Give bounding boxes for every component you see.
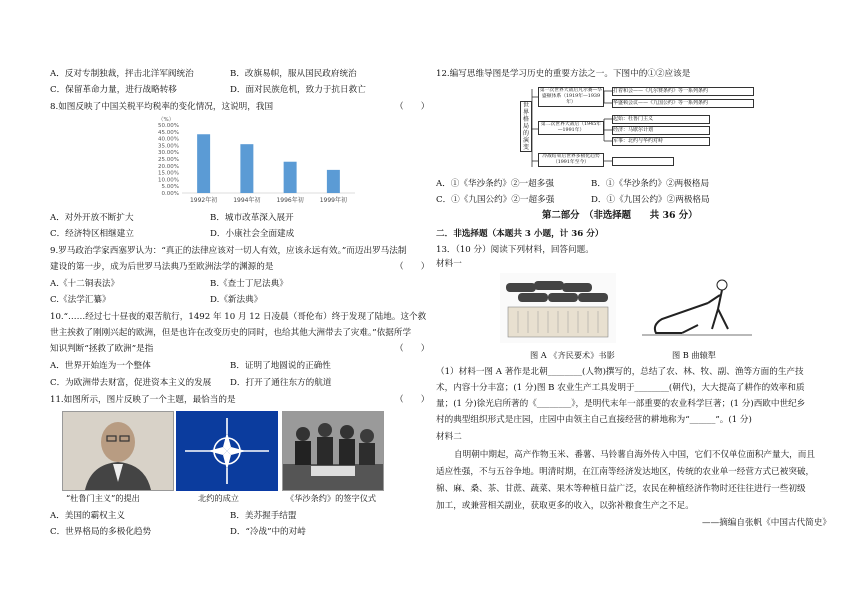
q12-option-d[interactable]: D．①《九国公约》②两极格局 (591, 195, 710, 205)
q10-option-b[interactable]: B．证明了地圆说的正确性 (230, 361, 331, 371)
mind-map-branch-2: 第二次世界大战后（1945年—1991年） (538, 121, 604, 135)
mind-map-item-2-1: 起始：杜鲁门主义 (612, 115, 710, 124)
mind-map-item-2-3: 军事：北约与华约对峙 (612, 137, 710, 146)
q9-stem-line1: 9.罗马政治学家西塞罗认为：“真正的法律应该对一切人有效，应该永远有效。”而迈出罗马法制 (50, 246, 407, 256)
chart-bar (327, 170, 340, 193)
q7-option-a[interactable]: A．反对专制独裁，抨击北洋军阀统治 (50, 69, 194, 79)
mind-map-item-1-2: 华盛顿会议——《九国公约》等一系列条约 (612, 99, 754, 108)
q9-option-a[interactable]: A.《十二铜表法》 (50, 279, 120, 289)
signing-ceremony-icon (283, 412, 383, 490)
caption-image-a: 图 A 《齐民要术》书影 (530, 350, 615, 360)
mind-map-item-2-2: 经济：马歇尔计划 (612, 126, 710, 135)
chart-y-tick-label: 5.00% (161, 184, 179, 191)
mind-map (516, 83, 756, 173)
qimin-yaoshu-image (500, 273, 616, 343)
q8-option-a[interactable]: A．对外开放不断扩大 (50, 213, 134, 223)
q10-stem-line1: 10.“……经过七十昼夜的艰苦航行，1492 年 10 月 12 日凌晨（哥伦布）终于发现了陆地。这个救 (50, 312, 427, 322)
q13-part1-line4: 村的典型组织形式是庄园，庄园中由领主自己直接经营的耕地称为“______”。(1 分) (436, 415, 752, 425)
q8-option-c[interactable]: C．经济特区相继建立 (50, 229, 134, 239)
truman-photo (62, 411, 174, 491)
chart-y-tick-label: 20.00% (158, 163, 179, 170)
truman-portrait-icon (63, 412, 173, 490)
q11-caption-2: 北约的成立 (198, 493, 239, 503)
q8-option-b[interactable]: B．城市改革深入展开 (210, 213, 294, 223)
section2-heading: 二．非选择题（本题共 3 小题，计 36 分） (436, 229, 604, 239)
q13-stem: 13．（10 分）阅读下列材料，回答问题。 (436, 245, 594, 255)
q9-option-d[interactable]: D.《新法典》 (210, 295, 263, 305)
material2-source: ——摘编自张帆《中国古代简史》 (702, 518, 831, 528)
mind-map-item-3-1 (612, 157, 674, 166)
chart-bars (197, 134, 340, 193)
mind-map-branch-1: 第一次世界大战后凡尔赛—华盛顿体系（1919年—1939年） (539, 88, 603, 105)
chart-bar (197, 134, 210, 193)
chart-y-tick-label: 40.00% (158, 136, 179, 143)
q9-option-c[interactable]: C.《法学汇纂》 (50, 295, 111, 305)
q11-caption-1: “杜鲁门主义”的提出 (66, 493, 140, 503)
q10-answer-paren: （ ） (395, 344, 430, 354)
q10-stem-line2: 世主挨救了刚刚兴起的欧洲，但是也许在改变历史的同时，也给其他大洲带去了灾难。”依据所学 (50, 328, 412, 338)
mind-map-root: 世界格局的演变 (520, 101, 532, 152)
q7-option-c[interactable]: C．保留革命力量，进行战略转移 (50, 85, 177, 95)
nato-compass-icon (177, 412, 277, 490)
q11-option-b[interactable]: B．美苏握手结盟 (230, 511, 297, 521)
chart-x-tick-label: 1999年初 (319, 197, 348, 204)
warsaw-pact-photo (282, 411, 384, 491)
chart-y-tick-label: 25.00% (158, 157, 179, 163)
chart-x-tick-label: 1996年初 (276, 197, 304, 204)
chart-bar (284, 162, 297, 193)
q10-option-d[interactable]: D．打开了通往东方的航道 (230, 378, 332, 388)
chart-y-tick-label: 45.00% (158, 129, 179, 136)
plough-farmer-icon (642, 273, 752, 343)
chart-y-tick-label: 35.00% (158, 143, 179, 150)
chart-y-unit-label: （%） (158, 117, 175, 123)
chart-bar (240, 144, 253, 193)
q9-stem-line2: 建设的第一步，成为后世罗马法典乃至欧洲法学的渊源的是 (50, 262, 274, 272)
chart-x-tick-label: 1992年初 (189, 197, 218, 204)
tariff-bar-chart (140, 113, 360, 211)
q8-answer-paren: （ ） (395, 102, 430, 112)
q8-stem: 8.如图反映了中国关税平均税率的变化情况，这说明，我国 (50, 102, 274, 112)
mind-map-item-1-1: 打着和会——《凡尔赛条约》等一系列条约 (612, 87, 754, 96)
q11-stem: 11.如图所示，图片反映了一个主题，最恰当的是 (50, 395, 236, 405)
q12-option-c[interactable]: C．①《九国公约》②一超多强 (436, 195, 555, 205)
q8-option-d[interactable]: D．小康社会全面建成 (210, 229, 295, 239)
nato-flag (176, 411, 278, 491)
chart-y-tick-label: 0.00% (161, 191, 179, 197)
q13-part1-line1: （1）材料一图 A 著作是北朝________(人物)撰写的，总结了农、林、牧、副、渔等方面的生产技 (436, 367, 804, 377)
chart-y-tick-label: 10.00% (158, 177, 179, 184)
material2-label: 材料二 (436, 432, 462, 442)
material2-line4: 加工，或兼营相关副业，获取更多的收入，以弥补粮食生产之不足。 (436, 501, 694, 511)
material2-line1: 自明朝中期起，高产作物玉米、番薯、马铃薯自海外传入中国，它们不仅单位面积产量大，而且 (454, 450, 815, 460)
q11-answer-paren: （ ） (395, 395, 430, 405)
mind-map-branch-3: 冷战结束后世界多极化趋势（1991年至今） (538, 153, 604, 167)
q9-answer-paren: （ ） (395, 262, 430, 272)
q9-option-b[interactable]: B.《查士丁尼法典》 (210, 279, 288, 289)
chart-x-labels (190, 196, 347, 204)
q7-option-b[interactable]: B．改旗易帜，服从国民政府统治 (230, 69, 357, 79)
q10-stem-line3: 知识判断“拯救了欧洲”是指 (50, 344, 154, 354)
q11-option-d[interactable]: D．“冷战”中的对峙 (230, 527, 306, 537)
chart-x-tick-label: 1994年初 (233, 197, 261, 204)
curved-plough-image (642, 273, 752, 343)
q11-caption-3: 《华沙条约》的签字仪式 (286, 493, 377, 503)
caption-image-b: 图 B 曲辕犁 (672, 350, 716, 360)
q7-option-d[interactable]: D．面对民族危机，致力于抗日救亡 (230, 85, 366, 95)
q10-option-c[interactable]: C．为欧洲带去财富，促进资本主义的发展 (50, 378, 212, 388)
q13-part1-line2: 术，内容十分丰富；(1 分)图 B 农业生产工具发明于________(朝代)，大大提高了耕作的效率和质 (436, 383, 805, 393)
book-scroll-icon (500, 273, 616, 343)
q12-option-b[interactable]: B．①《华沙条约》②两极格局 (591, 179, 710, 189)
q10-option-a[interactable]: A．世界开始连为一个整体 (50, 361, 151, 371)
chart-y-tick-label: 50.00% (158, 123, 179, 129)
chart-axis (158, 116, 355, 197)
chart-y-tick-label: 30.00% (158, 150, 179, 157)
q11-option-c[interactable]: C．世界格局的多极化趋势 (50, 527, 152, 537)
q13-part1-line3: 量；(1 分)徐光启所著的《________》，是明代末年一部重要的农业科学巨著；(1 分)西欧中世纪乡 (436, 399, 806, 409)
chart-y-tick-label: 15.00% (158, 170, 179, 177)
material2-line2: 适应性强，不与五谷争地。明清时期，在江南等经济发达地区，传统的农业单一经营方式已被突破， (436, 467, 815, 477)
q12-option-a[interactable]: A．①《华沙条约》②一超多强 (436, 179, 554, 189)
q11-option-a[interactable]: A．美国的霸权主义 (50, 511, 125, 521)
material1-label: 材料一 (436, 259, 462, 269)
q12-stem: 12.编写思维导图是学习历史的重要方法之一。下图中的①②应该是 (436, 69, 691, 79)
material2-line3: 棉、麻、桑、茶、甘蔗、蔬菜、果木等种植日益广泛，农民在种植经济作物时还往往进行一些初级 (436, 484, 806, 494)
part2-heading: 第二部分 （非选择题 共 36 分） (542, 210, 698, 221)
